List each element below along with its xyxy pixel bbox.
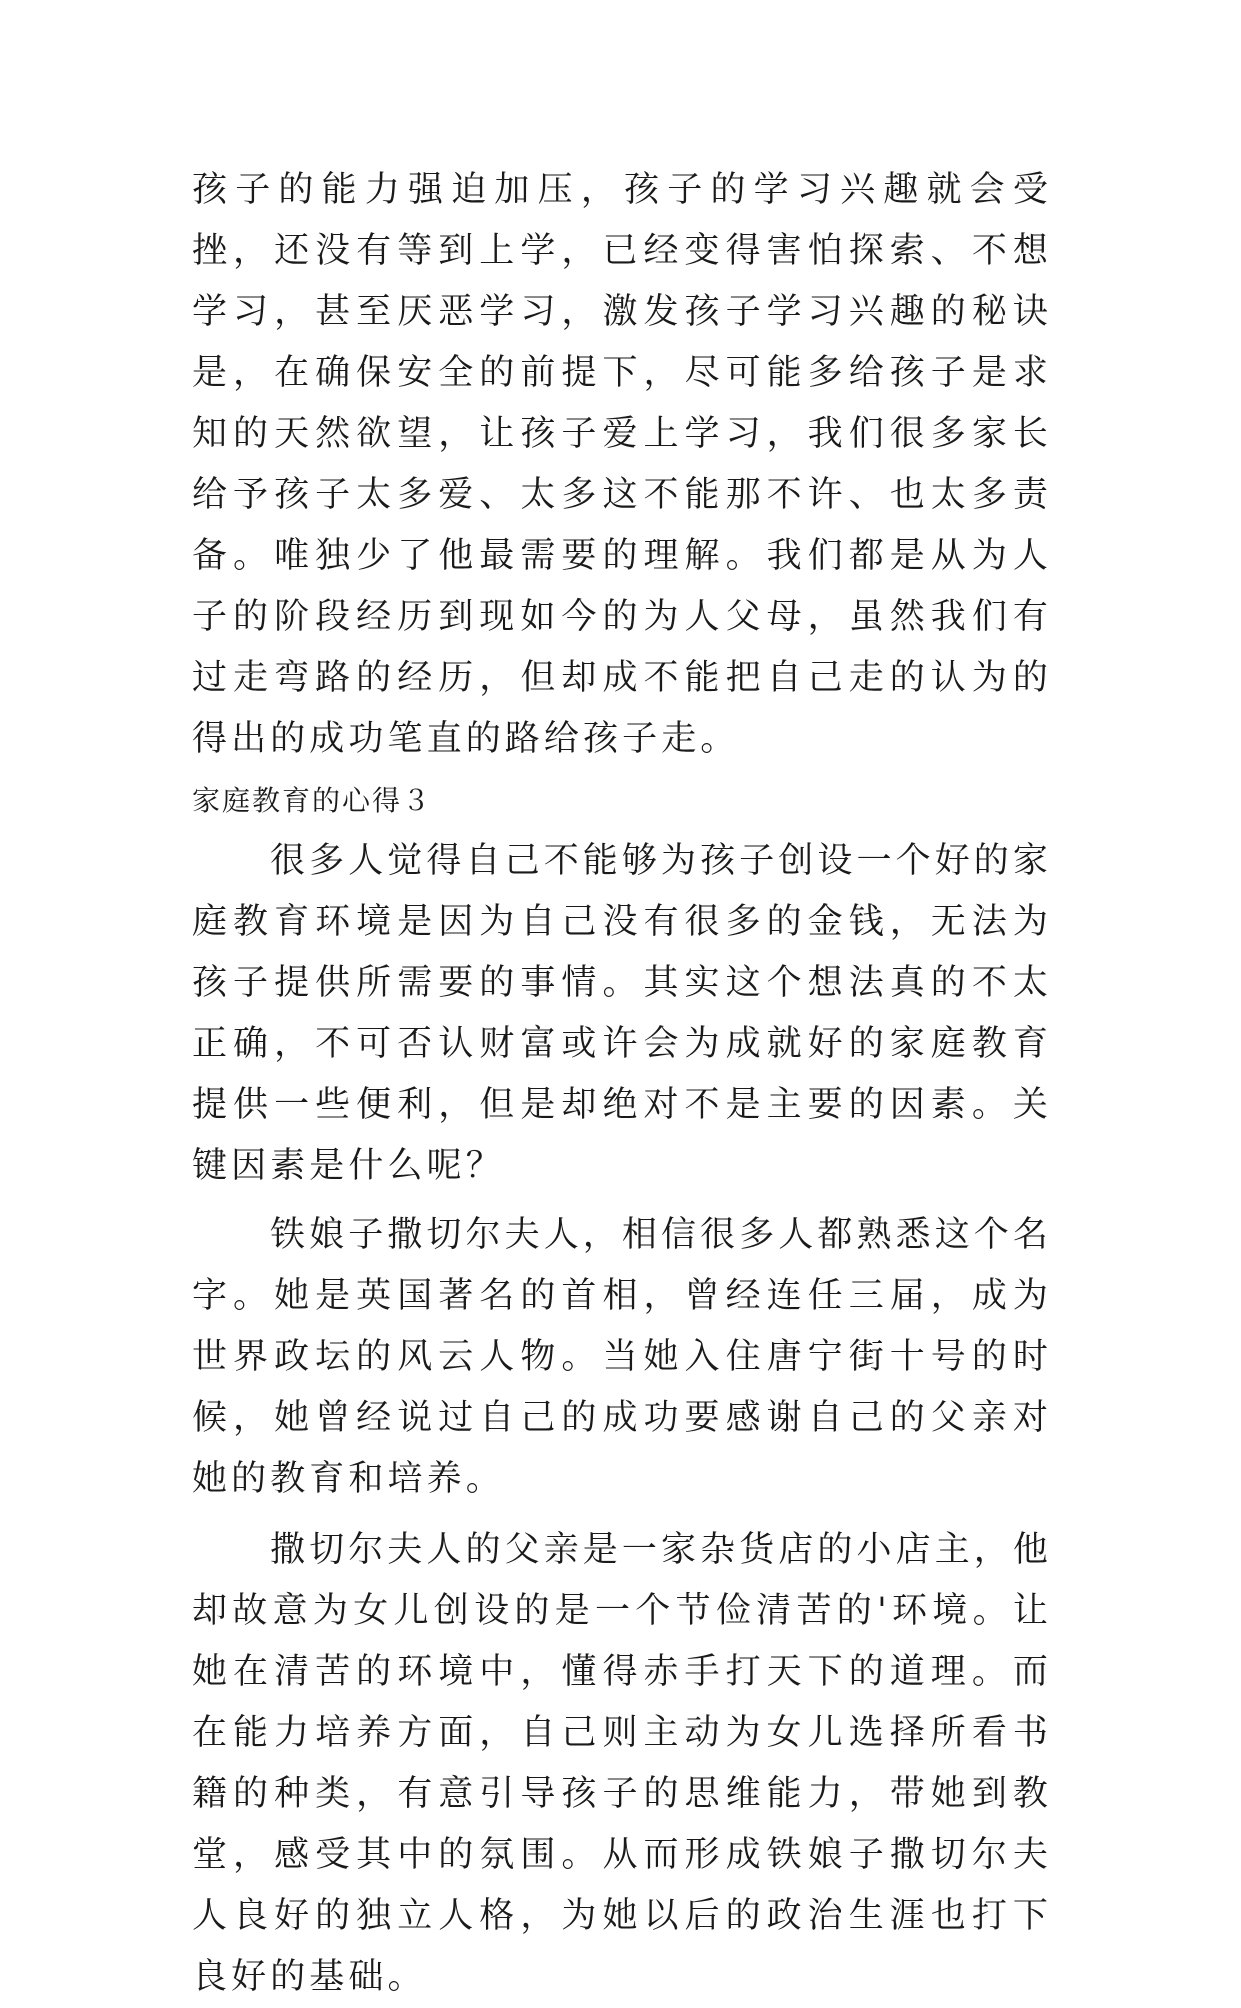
paragraph-thatcher-father: 撒切尔夫人的父亲是一家杂货店的小店主，他却故意为女儿创设的是一个节俭清苦的'环境。让她在清苦的环境中，懂得赤手打天下的道理。而在能力培养方面，自己则主动为女儿选择所看书籍的种类，有意引导孩子的思维能力，带她到教堂，感受其中的氛围。从而形成铁娘子撒切尔夫人良好的独立人格，为她以后的政治生涯也打下良好的基础。	[192, 1530, 1053, 1997]
section-title: 家庭教育的心得３	[192, 784, 433, 817]
paragraph-thatcher-intro: 铁娘子撒切尔夫人，相信很多人都熟悉这个名字。她是英国著名的首相，曾经连任三届，成为世界政坛的风云人物。当她入住唐宁街十号的时候，她曾经说过自己的成功要感谢自己的父亲对她的教育和培养。	[192, 1215, 1053, 1499]
intro-paragraph: 孩子的能力强迫加压，孩子的学习兴趣就会受挫，还没有等到上学，已经变得害怕探索、不想学习，甚至厌恶学习，激发孩子学习兴趣的秘诀是，在确保安全的前提下，尽可能多给孩子是求知的天然欲望，让孩子爱上学习，我们很多家长给予孩子太多爱、太多这不能那不许、也太多责备。唯独少了他最需要的理解。我们都是从为人子的阶段经历到现如今的为人父母，虽然我们有过走弯路的经历，但却成不能把自己走的认为的得出的成功笔直的路给孩子走。	[192, 170, 1052, 759]
document-body	[192, 160, 1052, 2008]
paragraph-wealth: 很多人觉得自己不能够为孩子创设一个好的家庭教育环境是因为自己没有很多的金钱，无法为孩子提供所需要的事情。其实这个想法真的不太正确，不可否认财富或许会为成就好的家庭教育提供一些便利，但是却绝对不是主要的因素。关键因素是什么呢？	[192, 841, 1053, 1186]
